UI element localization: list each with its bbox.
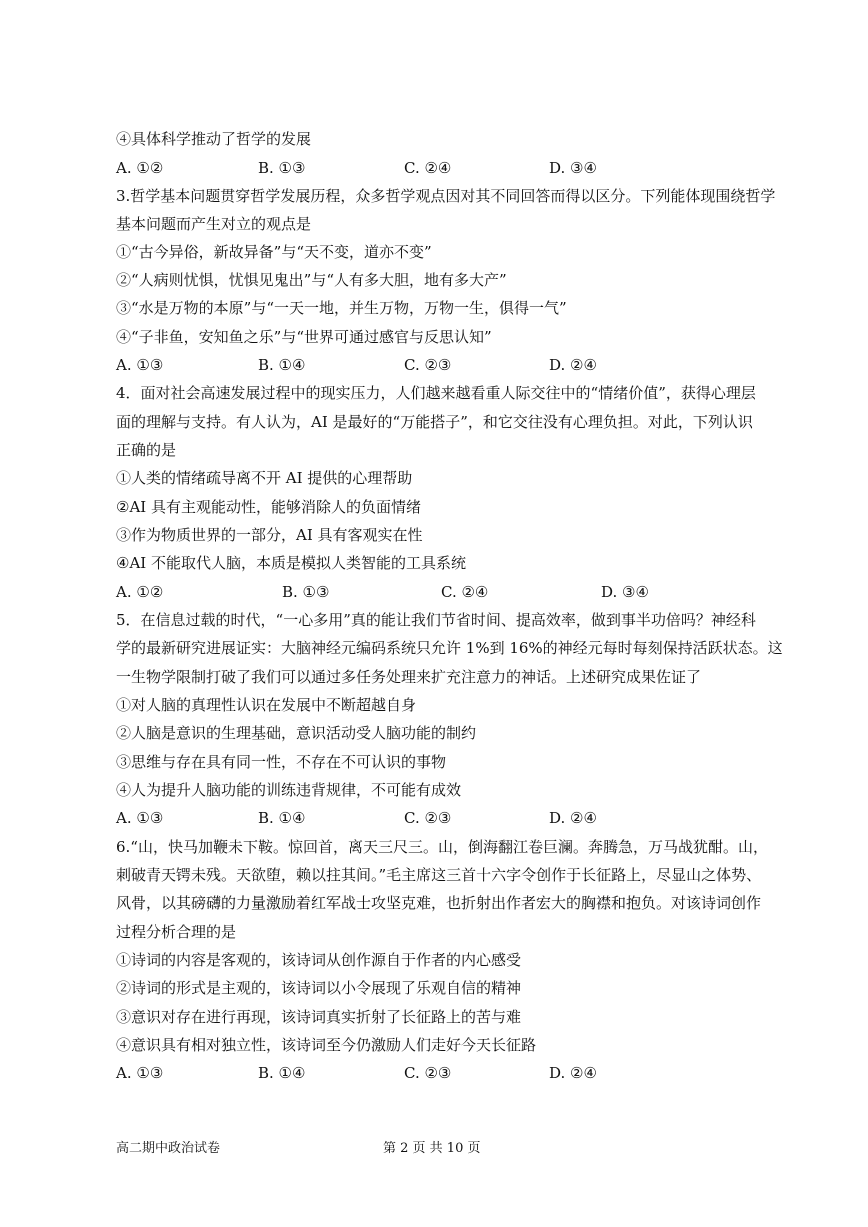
q5-item-1: ①对人脑的真理性认识在发展中不断超越自身	[116, 696, 417, 714]
q6-stem-line-1: 6.“山，快马加鞭未下鞍。惊回首，离天三尺三。山，倒海翻江卷巨澜。奔腾急，万马战犹酣。山，	[116, 838, 768, 856]
q6-stem-line-3: 风骨，以其磅礴的力量激励着红军战士攻坚克难，也折射出作者宏大的胸襟和抱负。对该诗词创作	[116, 894, 762, 912]
q5-stem-line-3: 一生物学限制打破了我们可以通过多任务处理来扩充注意力的神话。上述研究成果佐证了	[116, 668, 702, 686]
q2-option-b: B. ①③	[258, 159, 306, 177]
q5-option-d: D. ②④	[549, 809, 597, 827]
q4-item-4: ④AI 不能取代人脑，本质是模拟人类智能的工具系统	[116, 554, 466, 572]
q3-option-a: A. ①③	[116, 356, 164, 374]
q3-item-1: ①“古今异俗，新故异备”与“天不变，道亦不变”	[116, 243, 432, 261]
q4-item-3: ③作为物质世界的一部分，AI 具有客观实在性	[116, 526, 423, 544]
q5-option-c: C. ②③	[404, 809, 452, 827]
q5-stem-line-1: 5．在信息过载的时代，“一心多用”真的能让我们节省时间、提高效率，做到事半功倍吗？神经科	[116, 611, 756, 629]
q6-option-d: D. ②④	[549, 1064, 597, 1082]
q3-stem-line-2: 基本问题而产生对立的观点是	[116, 215, 312, 233]
q5-item-3: ③思维与存在具有同一性，不存在不可认识的事物	[116, 753, 447, 771]
q2-option-c: C. ②④	[404, 159, 452, 177]
q4-option-a: A. ①②	[116, 583, 164, 601]
footer-exam-title: 高二期中政治试卷	[116, 1141, 221, 1156]
q5-option-b: B. ①④	[258, 809, 306, 827]
q4-option-d: D. ③④	[601, 583, 649, 601]
q6-stem-line-4: 过程分析合理的是	[116, 923, 237, 941]
q6-item-1: ①诗词的内容是客观的，该诗词从创作源自于作者的内心感受	[116, 951, 522, 969]
q5-stem-line-2: 学的最新研究进展证实：大脑神经元编码系统只允许 1%到 16%的神经元每时每刻保持活跃状态。这	[116, 639, 783, 657]
q4-item-1: ①人类的情绪疏导离不开 AI 提供的心理帮助	[116, 469, 413, 487]
q2-item-4: ④具体科学推动了哲学的发展	[116, 130, 312, 148]
q3-item-2: ②“人病则忧惧，忧惧见鬼出”与“人有多大胆，地有多大产”	[116, 271, 507, 289]
q5-item-4: ④人为提升人脑功能的训练违背规律，不可能有成效	[116, 781, 462, 799]
q6-option-b: B. ①④	[258, 1064, 306, 1082]
q6-option-c: C. ②③	[404, 1064, 452, 1082]
q4-stem-line-2: 面的理解与支持。有人认为，AI 是最好的“万能搭子”，和它交往没有心理负担。对此，下列认识	[116, 413, 753, 431]
q3-option-b: B. ①④	[258, 356, 306, 374]
q5-option-a: A. ①③	[116, 809, 164, 827]
q5-item-2: ②人脑是意识的生理基础，意识活动受人脑功能的制约	[116, 724, 477, 742]
q4-item-2: ②AI 具有主观能动性，能够消除人的负面情绪	[116, 498, 421, 516]
q2-option-a: A. ①②	[116, 159, 164, 177]
q3-item-3: ③“水是万物的本原”与“一天一地，并生万物，万物一生，俱得一气”	[116, 299, 567, 317]
q4-stem-line-3: 正确的是	[116, 441, 177, 459]
q3-option-c: C. ②③	[404, 356, 452, 374]
q4-option-c: C. ②④	[441, 583, 489, 601]
q2-option-d: D. ③④	[549, 159, 597, 177]
q4-option-b: B. ①③	[282, 583, 330, 601]
q3-stem-line-1: 3.哲学基本问题贯穿哲学发展历程，众多哲学观点因对其不同回答而得以区分。下列能体现围绕哲学	[116, 187, 776, 205]
q6-item-2: ②诗词的形式是主观的，该诗词以小令展现了乐观自信的精神	[116, 979, 522, 997]
q6-stem-line-2: 刺破青天锷未残。天欲堕，赖以拄其间。”毛主席这三首十六字令创作于长征路上，尽显山之体势、	[116, 866, 762, 884]
q4-stem-line-1: 4．面对社会高速发展过程中的现实压力，人们越来越看重人际交往中的“情绪价值”，获得心理层	[116, 384, 756, 402]
q6-item-3: ③意识对存在进行再现，该诗词真实折射了长征路上的苦与难	[116, 1008, 522, 1026]
footer-page-number: 第 2 页 共 10 页	[383, 1141, 481, 1156]
q6-option-a: A. ①③	[116, 1064, 164, 1082]
q3-option-d: D. ②④	[549, 356, 597, 374]
q6-item-4: ④意识具有相对独立性，该诗词至今仍激励人们走好今天长征路	[116, 1036, 537, 1054]
q3-item-4: ④“子非鱼，安知鱼之乐”与“世界可通过感官与反思认知”	[116, 328, 492, 346]
